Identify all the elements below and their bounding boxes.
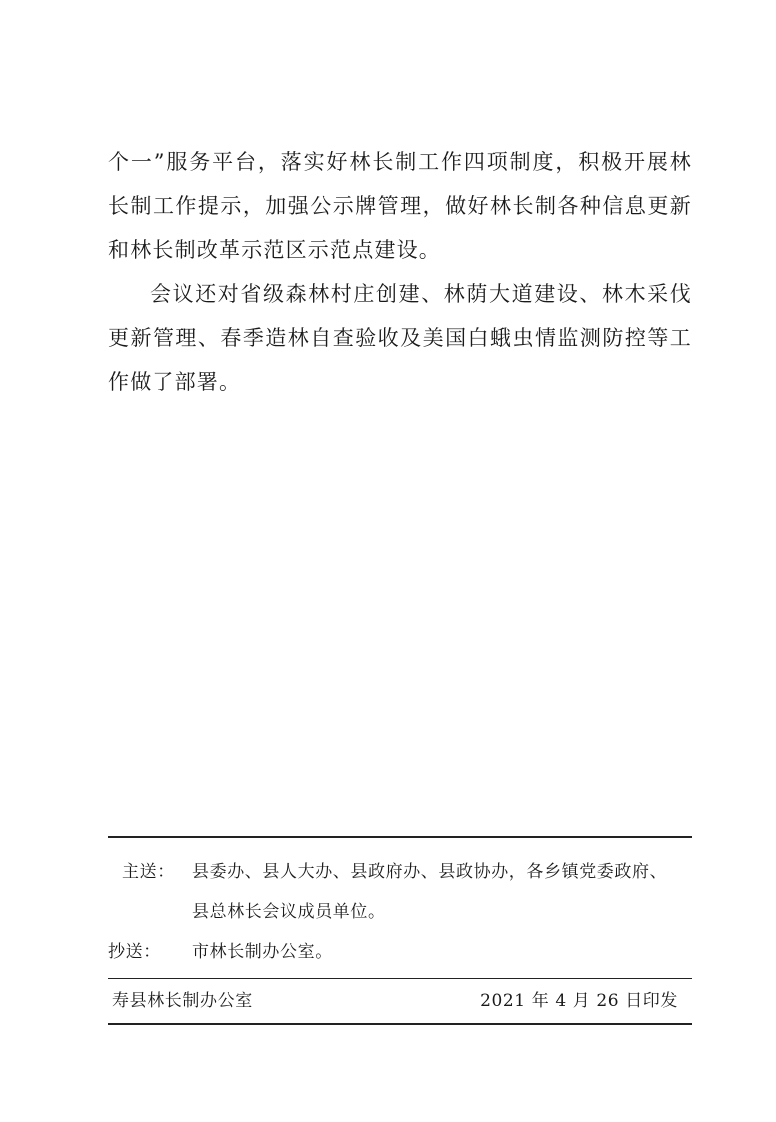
footer-bottom-rule bbox=[108, 1023, 692, 1025]
issue-date: 2021 年 4 月 26 日印发 bbox=[480, 991, 678, 1011]
label-spacer bbox=[108, 892, 192, 932]
cc-value: 市林长制办公室。 bbox=[192, 942, 333, 962]
cc-row bbox=[108, 932, 692, 972]
paragraph-meeting-deployment: 会议还对省级森林村庄创建、林荫大道建设、林木采伐更新管理、春季造林自查验收及美国白蛾虫情监测防控等工作做了部署。 bbox=[108, 282, 692, 394]
cc-label: 抄送： bbox=[108, 942, 161, 962]
distribution-block bbox=[108, 838, 692, 978]
main-recipients-row bbox=[108, 852, 692, 892]
main-recipients-row-2 bbox=[108, 892, 692, 932]
issuer-name: 寿县林长制办公室 bbox=[112, 991, 253, 1011]
main-recipients-line1: 县委办、县人大办、县政府办、县政协办，各乡镇党委政府、 bbox=[192, 862, 668, 882]
issuer-row bbox=[108, 979, 692, 1023]
paragraph-continuation: 个一”服务平台，落实好林长制工作四项制度，积极开展林长制工作提示，加强公示牌管理，做好林长制各种信息更新和林长制改革示范区示范点建设。 bbox=[108, 150, 692, 262]
main-recipients-label: 主送： bbox=[122, 862, 175, 882]
main-recipients-line2: 县总林长会议成员单位。 bbox=[192, 902, 386, 922]
document-footer bbox=[108, 836, 692, 1025]
document-body bbox=[108, 140, 692, 404]
